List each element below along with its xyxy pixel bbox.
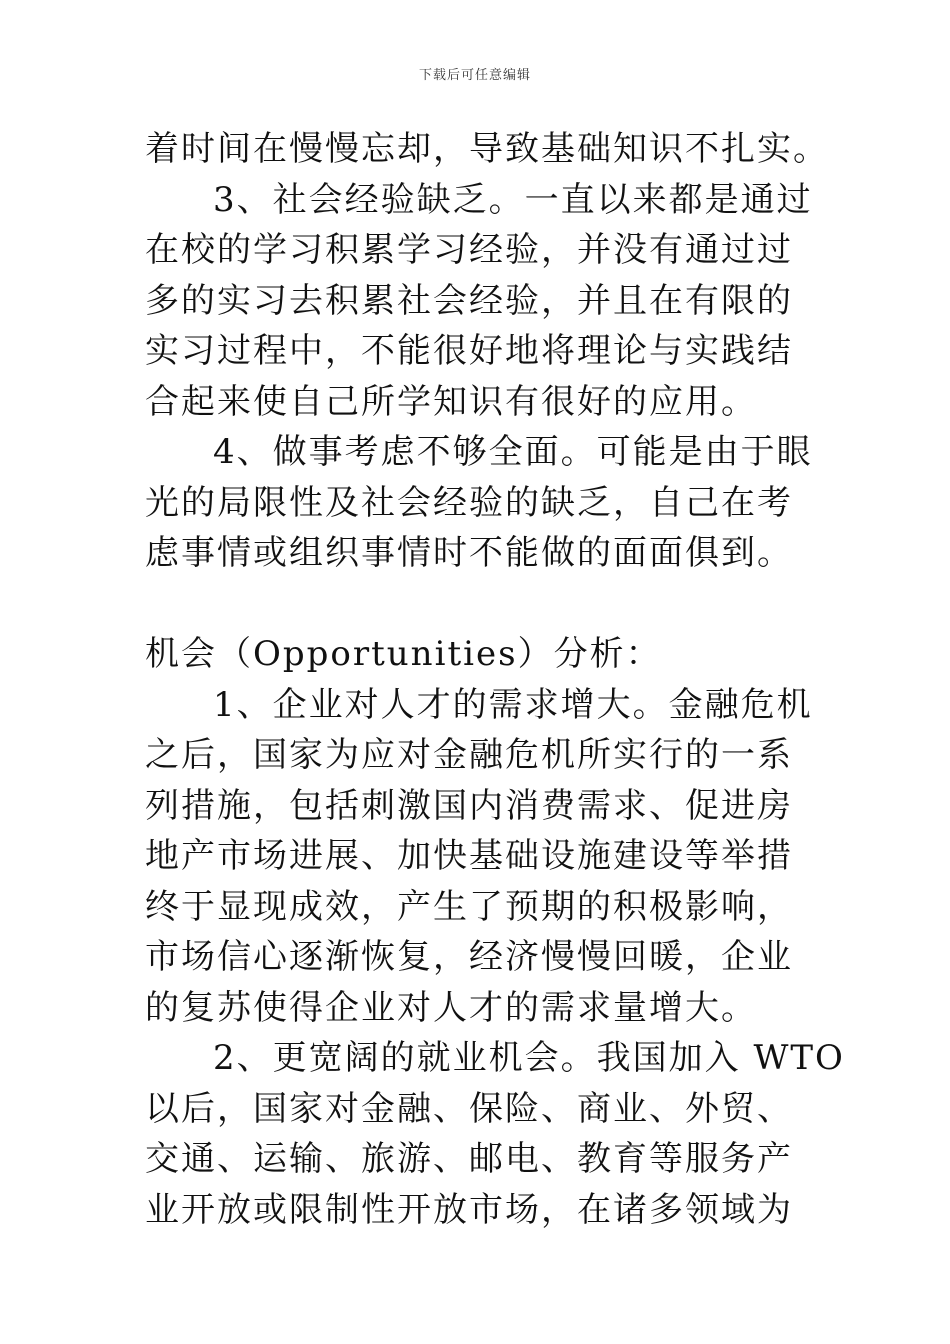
- text-line: 列措施，包括刺激国内消费需求、促进房: [145, 785, 793, 826]
- text-line: 着时间在慢慢忘却，导致基础知识不扎实。: [145, 129, 829, 169]
- text-line: 1、企业对人才的需求增大。金融危机: [213, 684, 813, 725]
- text-line: 地产市场进展、加快基础设施建设等举措: [145, 836, 793, 876]
- text-line: 市场信心逐渐恢复，经济慢慢回暖，企业: [145, 937, 793, 977]
- text-line: 3、社会经验缺乏。一直以来都是通过: [213, 179, 813, 220]
- text-line: 多的实习去积累社会经验，并且在有限的: [145, 280, 793, 321]
- text-line: 交通、运输、旅游、邮电、教育等服务产: [145, 1139, 793, 1179]
- header-note: 下载后可任意编辑: [418, 68, 531, 83]
- text-line: 业开放或限制性开放市场，在诸多领域为: [145, 1189, 793, 1230]
- text-line: 4、做事考虑不够全面。可能是由于眼: [213, 432, 813, 472]
- text-line: 终于显现成效，产生了预期的积极影响，: [145, 886, 793, 927]
- text-line: 虑事情或组织事情时不能做的面面俱到。: [145, 533, 793, 573]
- text-line: 合起来使自己所学知识有很好的应用。: [145, 381, 757, 422]
- blank-line: [145, 579, 815, 630]
- text-line: 之后，国家为应对金融危机所实行的一系: [145, 735, 793, 775]
- text-line: 光的局限性及社会经验的缺乏，自己在考: [145, 482, 793, 523]
- text-line: 以后，国家对金融、保险、商业、外贸、: [145, 1088, 793, 1129]
- body-text: [145, 124, 845, 1235]
- text-line: 2、更宽阔的就业机会。我国加入 WTO: [213, 1038, 845, 1078]
- text-line: 的复苏使得企业对人才的需求量增大。: [145, 987, 757, 1028]
- text-line: 实习过程中，不能很好地将理论与实践结: [145, 331, 793, 371]
- text-line: 在校的学习积累学习经验，并没有通过过: [145, 230, 793, 270]
- section-heading: 机会（Opportunities）分析：: [145, 634, 662, 674]
